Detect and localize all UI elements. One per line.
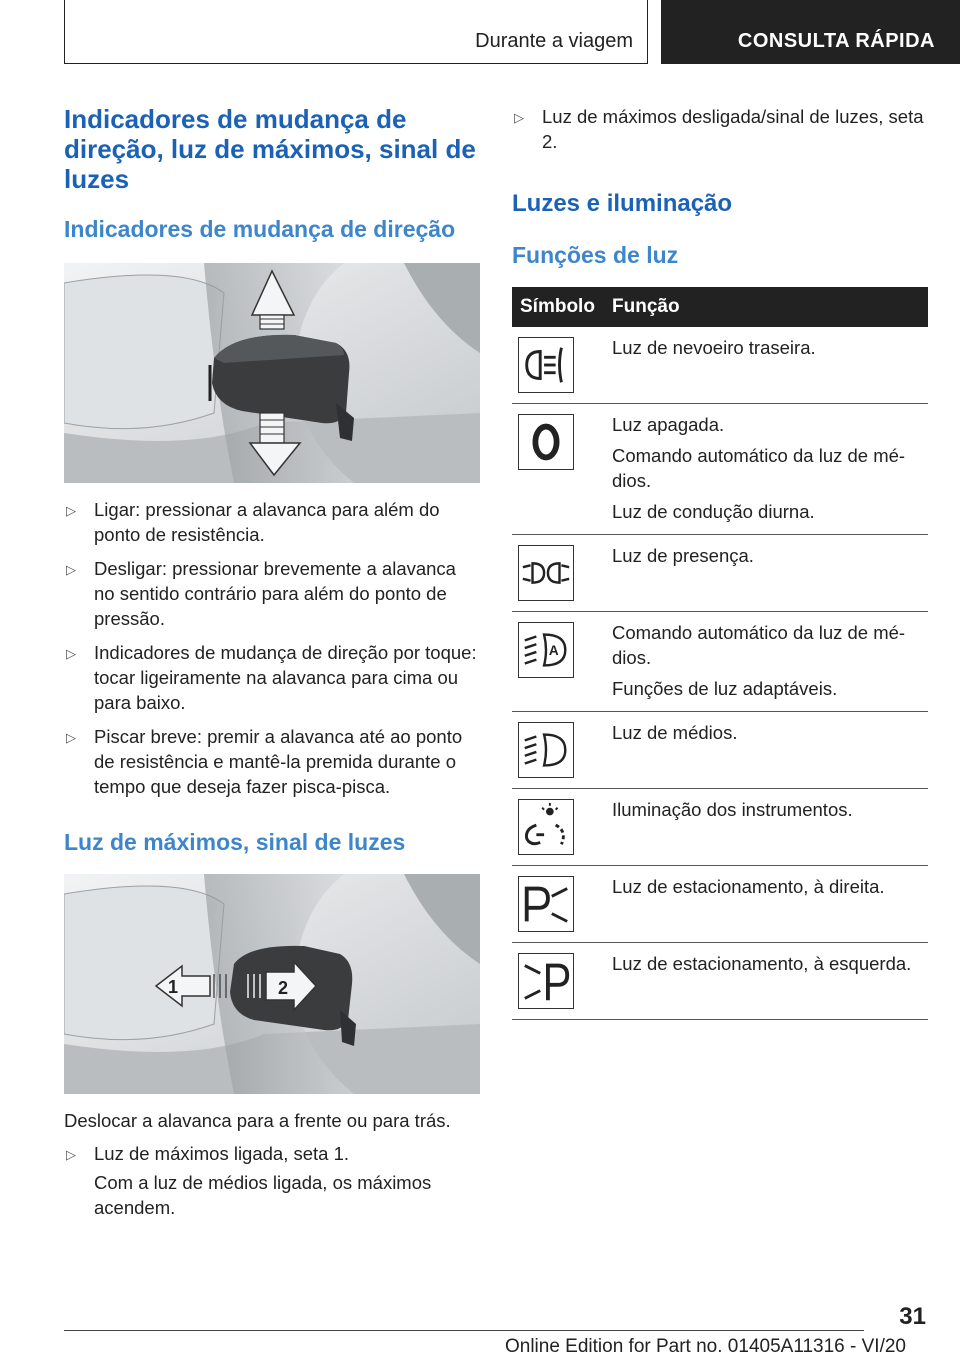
- left-column: [64, 104, 480, 1220]
- high-beam-instructions: [64, 1141, 480, 1166]
- table-row: Luz de presença.: [512, 535, 928, 612]
- header-section-title: Durante a viagem: [475, 30, 633, 52]
- high-beam-lever-figure: [64, 874, 480, 1094]
- page-title: Indicadores de mudança de direção, luz de máximos, sinal de luzes: [64, 104, 476, 194]
- lever-direction-text: Deslocar a alavanca para a frente ou para trás.: [64, 1110, 451, 1131]
- table-row: Luz de estacionamento, à direita.: [512, 866, 928, 943]
- parking-right-icon: [518, 876, 574, 932]
- subheading-light-functions: Funções de luz: [512, 242, 679, 268]
- table-row: Luz de médios.: [512, 712, 928, 789]
- triangle-bullet-icon: ▷: [66, 562, 76, 577]
- table-header-row: [512, 287, 928, 327]
- parking-lights-icon: [518, 545, 574, 601]
- list-item: ▷ Desligar: pressionar brevemente a alavanca no sentido contrário para além do ponto de pressão.: [66, 558, 456, 629]
- turn-signal-lever-illustration: [64, 263, 480, 483]
- list-item: ▷ Luz de máximos desligada/sinal de luzes, seta 2.: [514, 106, 924, 152]
- right-column: [512, 104, 928, 1020]
- high-beam-lever-illustration: [64, 874, 480, 1094]
- page-number: 31: [899, 1303, 926, 1330]
- section-heading-lights: Luzes e iluminação: [512, 190, 733, 217]
- footer-divider: [64, 1330, 864, 1331]
- table-row: Iluminação dos instrumentos.: [512, 789, 928, 866]
- list-item: ▷ Piscar breve: premir a alavanca até ao ponto de resistência e mantê-la premida durante o tempo que deseja fazer pisca-pisca.: [66, 726, 463, 797]
- header-section-box: [64, 0, 648, 64]
- subheading-high-beam: Luz de máximos, sinal de luzes: [64, 829, 406, 855]
- table-row: Luz de estacionamento, à esquerda.: [512, 943, 928, 1020]
- list-item: ▷ Ligar: pressionar a alavanca para além do ponto de resistência.: [66, 499, 440, 545]
- header-chapter-box: [661, 0, 960, 64]
- triangle-bullet-icon: ▷: [66, 503, 76, 518]
- flash-instructions: [512, 104, 928, 154]
- arrow-label-2: 2: [278, 978, 289, 998]
- parking-left-icon: [518, 953, 574, 1009]
- table-row: Luz apagada. Comando automático da luz de médios. Luz de condução diurna.: [512, 404, 928, 535]
- turn-signal-instructions: [64, 497, 480, 799]
- turn-signal-lever-figure: [64, 263, 480, 483]
- list-item: ▷ Luz de máximos ligada, seta 1.: [64, 1141, 480, 1166]
- svg-text:A: A: [548, 642, 559, 658]
- table-row: A Comando automático da luz de médios. Funções de luz adaptáveis.: [512, 612, 928, 712]
- footer-edition: Online Edition for Part no. 01405A11316 - VI/20: [504, 1336, 906, 1357]
- header-chapter-title: CONSULTA RÁPIDA: [737, 30, 935, 52]
- low-beam-icon: [518, 722, 574, 778]
- arrow-label-1: 1: [168, 977, 179, 997]
- list-item: ▷ Indicadores de mudança de direção por toque: tocar ligeiramente na alavanca para cima ou para baixo.: [66, 642, 477, 713]
- light-functions-table: [512, 287, 928, 1020]
- table-row: Luz de nevoeiro traseira.: [512, 327, 928, 404]
- column-header-function: Função: [604, 287, 928, 327]
- column-header-symbol: Símbolo: [512, 287, 604, 327]
- triangle-bullet-icon: ▷: [66, 730, 76, 745]
- instrument-lighting-icon: [518, 799, 574, 855]
- triangle-bullet-icon: ▷: [66, 1147, 76, 1162]
- subheading-turn-signals: Indicadores de mudança de direção: [64, 216, 456, 242]
- lights-off-icon: [518, 414, 574, 470]
- high-beam-note: Com a luz de médios ligada, os máximos acendem.: [94, 1172, 432, 1218]
- triangle-bullet-icon: ▷: [514, 110, 524, 125]
- triangle-bullet-icon: ▷: [66, 646, 76, 661]
- rear-fog-light-icon: [518, 337, 574, 393]
- auto-headlight-icon: [518, 622, 574, 678]
